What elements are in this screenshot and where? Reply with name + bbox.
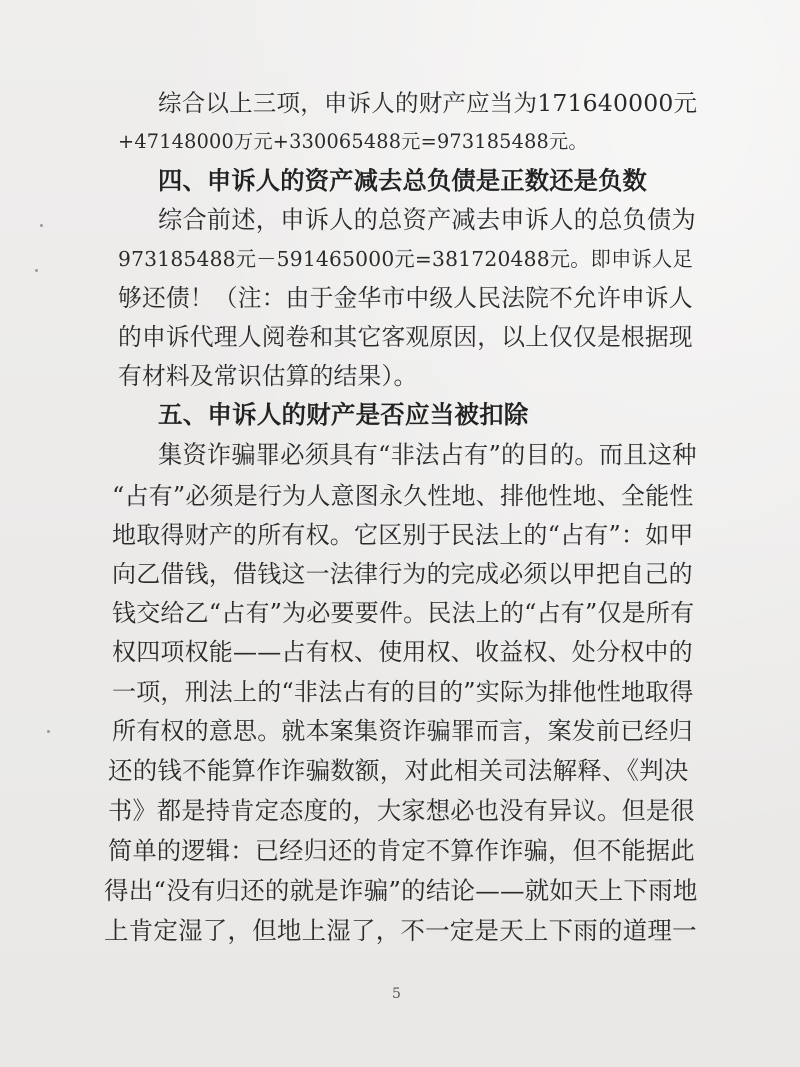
body-line: 上肯定湿了，但地上湿了，不一定是天上下雨的道理一 — [104, 916, 697, 945]
body-line: 综合以上三项，申诉人的财产应当为171640000元 — [158, 89, 698, 117]
body-line: 得出“没有归还的就是诈骗”的结论——就如天上下雨地 — [104, 876, 698, 905]
page-number: 5 — [392, 986, 401, 1002]
body-line: 钱交给乙“占有”为必要要件。民法上的“占有”仅是所有 — [112, 599, 695, 627]
body-line: 权四项权能——占有权、使用权、收益权、处分权中的 — [112, 638, 693, 666]
body-line: 还的钱不能算作诈骗数额，对此相关司法解释、《判决 — [108, 756, 689, 785]
body-line: 的申诉代理人阅卷和其它客观原因，以上仅仅是根据现 — [118, 323, 693, 351]
body-line: 所有权的意思。就本案集资诈骗罪而言，案发前已经归 — [112, 717, 693, 745]
body-line: 有材料及常识估算的结果）。 — [118, 362, 418, 390]
body-line: 综合前述，申诉人的总资产减去申诉人的总负债为 — [158, 205, 696, 234]
body-line: 集资诈骗罪必须具有“非法占有”的目的。而且这种 — [158, 440, 697, 469]
paper-mark — [47, 730, 50, 733]
section-heading-5: 五、申诉人的财产是否应当被扣除 — [158, 400, 529, 429]
body-line: 973185488元－591465000元=381720488元。即申诉人足 — [118, 247, 693, 271]
body-line: 够还债！（注：由于金华市中级人民法院不允许申诉人 — [118, 284, 693, 312]
body-line: 地取得财产的所有权。它区别于民法上的“占有”：如甲 — [112, 521, 694, 549]
body-line: 简单的逻辑：已经归还的肯定不算作诈骗，但不能据此 — [108, 836, 695, 865]
body-line: 书》都是持肯定态度的，大家想必也没有异议。但是很 — [108, 796, 695, 825]
paper-mark — [40, 224, 43, 227]
body-line: 向乙借钱，借钱这一法律行为的完成必须以甲把自己的 — [112, 560, 693, 588]
body-line: “占有”必须是行为人意图永久性地、排他性地、全能性 — [112, 482, 694, 510]
section-heading-4: 四、申诉人的资产减去总负债是正数还是负数 — [158, 166, 648, 195]
body-line: 一项，刑法上的“非法占有的目的”实际为排他性地取得 — [112, 678, 694, 706]
paper-mark — [35, 269, 38, 272]
body-line: +47148000万元+330065488元=973185488元。 — [118, 130, 588, 153]
